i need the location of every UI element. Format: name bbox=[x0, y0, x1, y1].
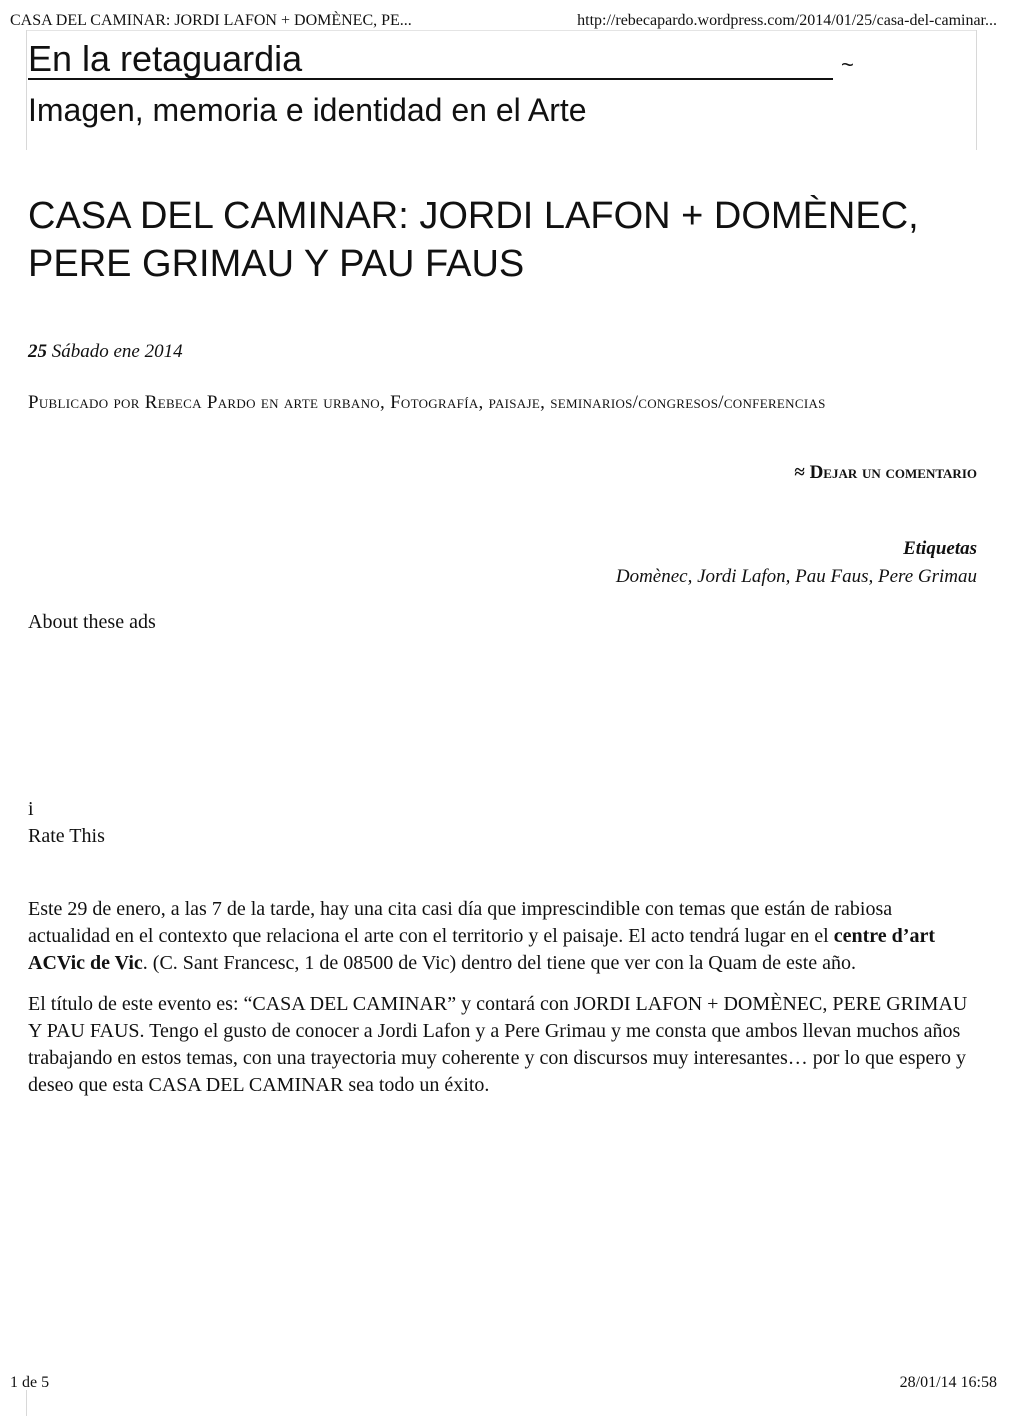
byline-published-by: Publicado por bbox=[28, 392, 140, 413]
rate-info-icon[interactable]: i bbox=[28, 798, 34, 820]
post-date-link[interactable] bbox=[28, 341, 183, 362]
byline-in: en bbox=[260, 392, 279, 413]
print-page-number: 1 de 5 bbox=[10, 1374, 50, 1391]
header-frame-left bbox=[26, 30, 27, 150]
rating-widget bbox=[28, 796, 105, 850]
category-link-arte-urbano[interactable]: arte urbano bbox=[283, 392, 380, 413]
post-paragraph-2 bbox=[28, 991, 968, 1099]
p2-text-a: El título de este evento es: “ bbox=[28, 993, 253, 1015]
comment-link-wrap bbox=[794, 462, 977, 484]
category-link-paisaje[interactable]: paisaje bbox=[488, 392, 541, 413]
post-date bbox=[28, 341, 183, 363]
author-link[interactable]: Rebeca Pardo bbox=[144, 392, 256, 413]
about-ads-link[interactable]: About these ads bbox=[28, 611, 156, 633]
casa-del-caminar-link[interactable]: CASA DEL CAMINAR bbox=[252, 993, 448, 1015]
print-page-title: CASA DEL CAMINAR: JORDI LAFON + DOMÈNEC, PE... bbox=[10, 12, 412, 29]
header-frame-right bbox=[976, 30, 977, 150]
category-link-seminarios[interactable]: seminarios/congresos/conferencias bbox=[550, 392, 826, 413]
post-body bbox=[28, 896, 968, 1113]
site-title-row bbox=[28, 40, 968, 80]
print-page-url: http://rebecapardo.wordpress.com/2014/01/25/casa-del-caminar... bbox=[577, 12, 997, 29]
tag-link-pau-faus[interactable]: Pau Faus bbox=[795, 566, 869, 587]
tag-link-jordi-lafon[interactable]: Jordi Lafon bbox=[697, 566, 786, 587]
post-title: CASA DEL CAMINAR: JORDI LAFON + DOMÈNEC, PERE GRIMAU Y PAU FAUS bbox=[28, 195, 919, 285]
tags-list: Domènec, Jordi Lafon, Pau Faus, Pere Grimau bbox=[615, 566, 977, 587]
post-date-month-year: ene 2014 bbox=[113, 341, 183, 362]
category-link-fotografia[interactable]: Fotografía bbox=[390, 392, 479, 413]
p2-text-b: ” y contará con JORDI LAFON + DOMÈNEC, PERE GRIMAU Y PAU FAUS. Tengo el gusto de conocer a Jordi Lafon y a Pere Grimau y me consta que ambos llevan muchos años trabajando en estos temas, con una trayectoria muy coherente y con discursos muy interesantes… por lo que espero y deseo que esta CASA DEL CAMINAR sea todo un éxito. bbox=[28, 993, 968, 1096]
site-description: Imagen, memoria e identidad en el Arte bbox=[28, 92, 587, 128]
footer-frame-left bbox=[26, 1390, 27, 1416]
quam-link[interactable]: Quam bbox=[708, 952, 758, 974]
p1-text-a: Este 29 de enero, a las 7 de la tarde, hay una cita casi día que imprescindible con temas que están de rabiosa actualidad en el contexto que relaciona el arte con el territorio y el paisaje. El acto tendrá lugar en el bbox=[28, 898, 893, 947]
header-frame-top bbox=[26, 30, 976, 31]
post-date-day: 25 bbox=[28, 341, 47, 362]
leave-comment-link[interactable]: Dejar un comentario bbox=[809, 462, 977, 483]
p1-text-b: . (C. Sant Francesc, 1 de 08500 de Vic) dentro del tiene que ver con la bbox=[142, 952, 709, 974]
print-header bbox=[10, 12, 997, 30]
post-date-weekday: Sábado bbox=[51, 341, 109, 362]
comment-icon: ≈ bbox=[794, 462, 805, 483]
tag-link-pere-grimau[interactable]: Pere Grimau bbox=[877, 566, 977, 587]
post-paragraph-1 bbox=[28, 896, 968, 977]
site-title-link[interactable]: En la retaguardia bbox=[28, 40, 833, 80]
print-datetime: 28/01/14 16:58 bbox=[899, 1374, 997, 1391]
site-header bbox=[28, 40, 968, 128]
rate-this-label[interactable]: Rate This bbox=[28, 825, 105, 847]
site-title-separator: ~ bbox=[841, 52, 854, 77]
tags-block bbox=[616, 535, 977, 591]
acvic-link[interactable]: centre d’art ACVic de Vic bbox=[28, 925, 935, 974]
ads-info bbox=[28, 611, 156, 634]
tag-link-domenec[interactable]: Domènec bbox=[615, 566, 688, 587]
p1-text-c: de este año. bbox=[757, 952, 857, 974]
post-byline: Publicado por Rebeca Pardo en arte urbano, Fotografía, paisaje, seminarios/congresos/conferencias bbox=[28, 392, 826, 413]
print-footer bbox=[10, 1374, 997, 1392]
tags-heading: Etiquetas bbox=[903, 538, 977, 559]
